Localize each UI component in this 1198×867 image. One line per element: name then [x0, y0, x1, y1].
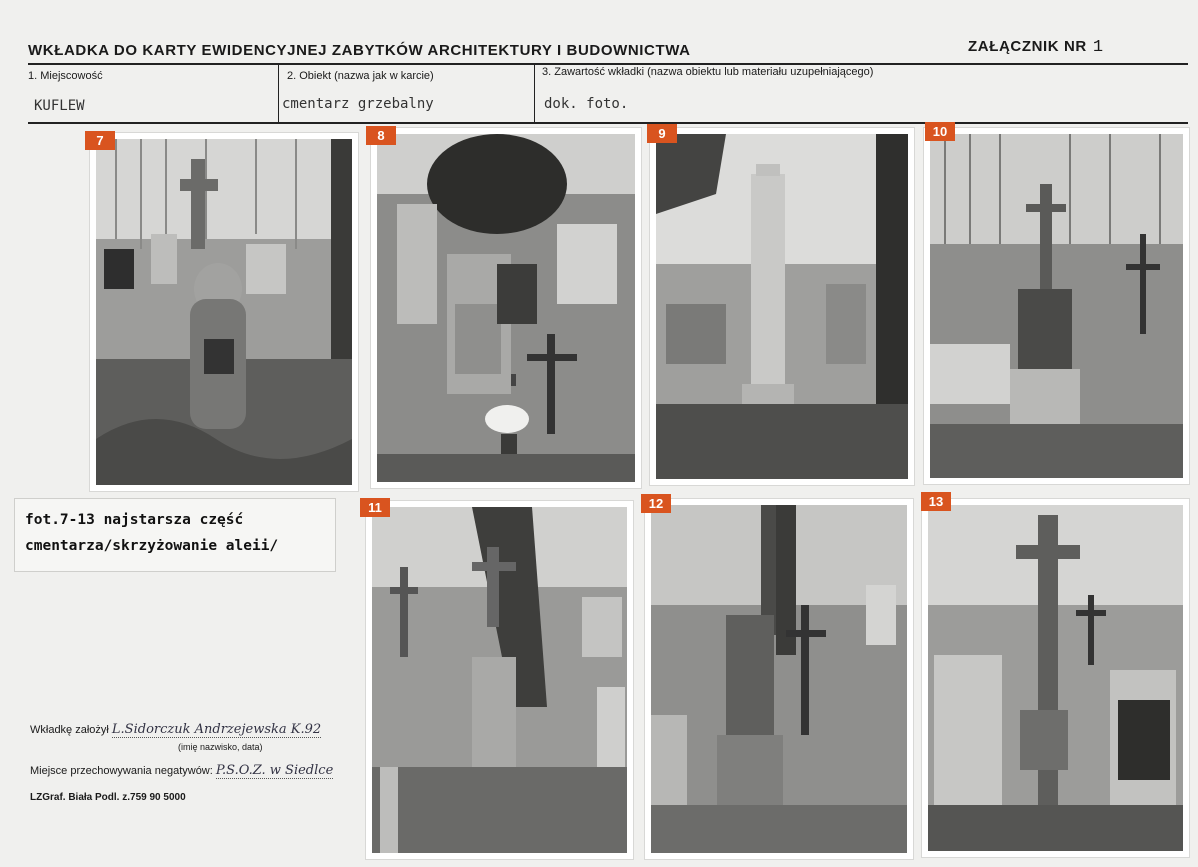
- photo-12-image: [651, 505, 907, 853]
- photo-9-image: [656, 134, 908, 479]
- negatives-label: Miejsce przechowywania negatywów:: [30, 765, 213, 777]
- photo-11: [366, 501, 633, 859]
- made-by-label: Wkładkę założył: [30, 724, 109, 736]
- negatives-value: P.S.O.Z. w Siedlce: [215, 763, 334, 778]
- place-label: 1. Miejscowość: [28, 70, 103, 82]
- object-label: 2. Obiekt (nazwa jak w karcie): [287, 70, 434, 82]
- made-by-row: [30, 722, 321, 737]
- printer-info: LZGraf. Biała Podl. z.759 90 5000: [30, 792, 186, 803]
- photo-9-tag: 9: [647, 124, 677, 143]
- photo-8-tag: 8: [366, 126, 396, 145]
- photo-7: [90, 133, 358, 491]
- photo-7-image: [96, 139, 352, 485]
- photo-10: [924, 128, 1189, 484]
- photo-note: [14, 498, 336, 572]
- photo-13: [922, 499, 1189, 857]
- content-label: 3. Zawartość wkładki (nazwa obiektu lub materiału uzupełniającego): [542, 66, 874, 78]
- negatives-row: [30, 763, 333, 778]
- photo-9: [650, 128, 914, 485]
- photo-13-image: [928, 505, 1183, 851]
- object-value: cmentarz grzebalny: [282, 96, 434, 112]
- content-value: dok. foto.: [544, 96, 629, 112]
- place-value: KUFLEW: [34, 98, 85, 114]
- field-divider-1: [278, 65, 279, 122]
- made-by-value: L.Sidorczuk Andrzejewska K.92: [111, 722, 322, 737]
- photo-12-tag: 12: [641, 494, 671, 513]
- annex-number: 1: [1092, 38, 1104, 57]
- photo-11-tag: 11: [360, 498, 390, 517]
- annex-label-text: ZAŁĄCZNIK NR: [968, 38, 1087, 55]
- header-rule-top: [28, 63, 1188, 65]
- field-divider-2: [534, 65, 535, 122]
- photo-note-line-2: cmentarza/skrzyżowanie aleii/: [25, 538, 279, 554]
- photo-note-line-1: fot.7-13 najstarsza część: [25, 512, 244, 528]
- photo-10-tag: 10: [925, 122, 955, 141]
- annex-label: [968, 38, 1104, 57]
- photo-8-image: [377, 134, 635, 482]
- photo-12: [645, 499, 913, 859]
- made-by-hint: (imię nazwisko, data): [178, 742, 263, 752]
- card-title: WKŁADKA DO KARTY EWIDENCYJNEJ ZABYTKÓW ARCHITEKTURY I BUDOWNICTWA: [28, 42, 691, 59]
- photo-11-image: [372, 507, 627, 853]
- photo-10-image: [930, 134, 1183, 478]
- photo-7-tag: 7: [85, 131, 115, 150]
- photo-13-tag: 13: [921, 492, 951, 511]
- photo-8: [371, 128, 641, 488]
- header-rule-bottom: [28, 122, 1188, 124]
